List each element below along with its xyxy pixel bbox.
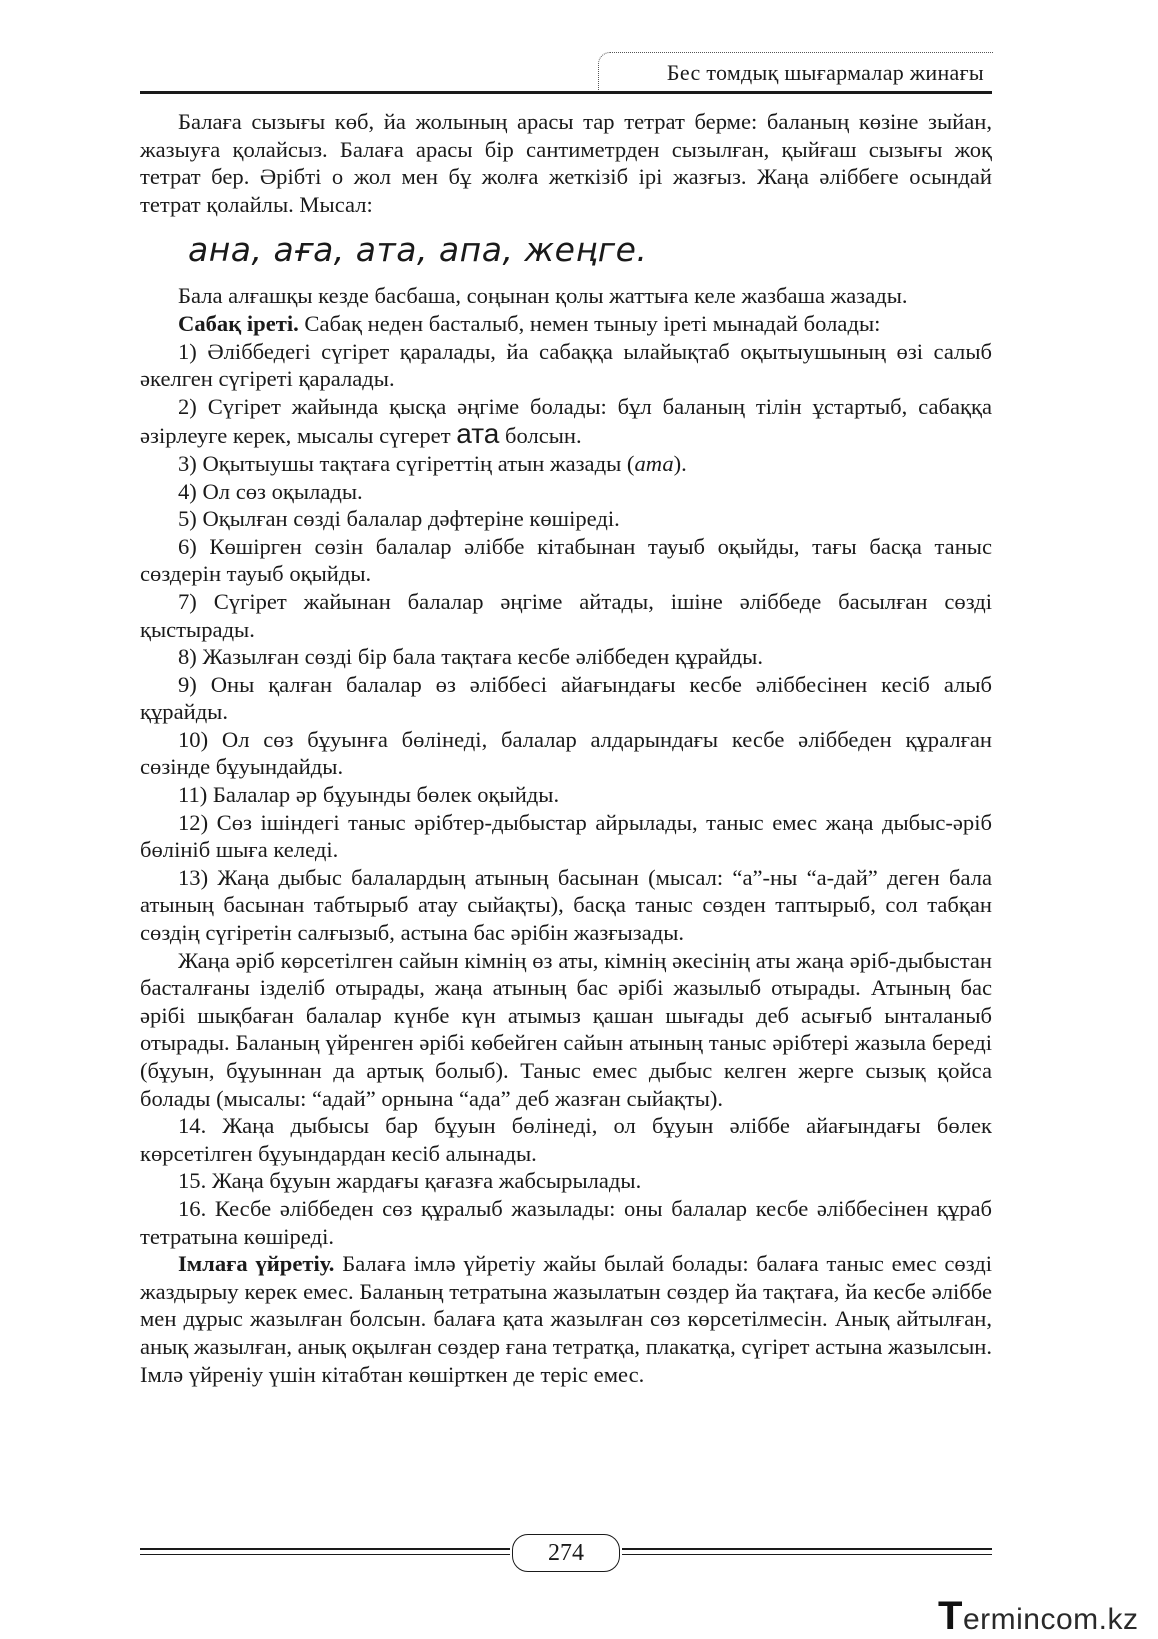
running-header: Бес томдық шығармалар жинағы xyxy=(666,60,984,85)
list-item: 16. Кесбе әліббеден сөз құралыб жазылады: оны балалар кесбе әліббесінен құраб тетратына көшіреді. xyxy=(140,1195,992,1249)
list-item: 6) Көшірген сөзін балалар әліббе кітабынан тауыб оқыйды, тағы басқа таныс сөздерін тауыб оқыйды. xyxy=(140,533,992,587)
watermark-text: ermincom.kz xyxy=(962,1603,1139,1636)
list-item: 14. Жаңа дыбысы бар бұуын бөлінеді, ол бұуын әліббе айағындағы бөлек көрсетілген бұуындардан кесіб алынады. xyxy=(140,1113,992,1166)
list-item-text: ). xyxy=(673,450,687,476)
paragraph: Бала алғашқы кезде басбаша, соңынан қолы жаттыға келе жазбаша жазады. xyxy=(178,283,908,309)
section-heading: Імлаға үйретіу. xyxy=(178,1251,335,1277)
footer-rule-right xyxy=(622,1548,992,1550)
paragraph: Балаға сызығы көб, йа жолының арасы тар тетрат берме: баланың көзіне зыйан, жазыуға қолайсыз. Балаға арасы бір сантиметрден сызылған, қыйғаш сызығы жоқ тетрат бер. Әрібті о жол мен бұ жолға жеткізіб ірі жазғыз. Жаңа әліббеге осындай тетрат қолайлы. Мысал: xyxy=(140,109,992,217)
list-item: 15. Жаңа бұуын жардағы қағазға жабсырылады. xyxy=(178,1168,642,1194)
paragraph: Жаңа әріб көрсетілген сайын кімнің өз аты, кімнің әкесінің аты жаңа әріб-дыбыстан басталғаны ізделіб отырады, жаңа атының бас әрібі жазылыб отырады. Атының бас әрібі шықбаған балалар күнбе күн атымыз қашан шығады деб асығыб ынталаныб отырады. Баланың үйренген әрібі көбейген сайын атының таныс әрібтері жазыла береді (бұуын, бұуыннан да артық болыб). Таныс емес дыбыс келген жерге сызық қойса болады (мысалы: “адай” орнына “ада” деб жазған сыйақты). xyxy=(140,947,992,1111)
watermark-initial: T xyxy=(938,1594,963,1638)
list-item: 9) Оны қалған балалар өз әліббесі айағындағы кесбе әліббесінен кесіб алыб құрайды. xyxy=(140,671,992,725)
list-item-text: болсын. xyxy=(499,423,582,449)
example-word: ата xyxy=(456,418,500,450)
footer-rule-left xyxy=(140,1548,510,1550)
header-rule xyxy=(140,91,992,94)
list-item: 10) Ол сөз бұуынға бөлінеді, балалар алдарындағы кесбе әліббеден құралған сөзінде бұуындайды. xyxy=(140,726,992,780)
page-number: 274 xyxy=(512,1534,620,1572)
footer-rule-right-thin xyxy=(622,1554,992,1555)
list-item: 1) Әліббедегі сүгірет қаралады, йа сабаққа ылайықтаб оқытыушының өзі салыб әкелген сүгіреті қаралады. xyxy=(140,338,992,392)
footer-rule-left-thin xyxy=(140,1554,510,1555)
list-item xyxy=(140,450,992,478)
paragraph-spelling xyxy=(140,1250,992,1388)
list-item xyxy=(140,393,992,450)
paragraph-text: Балаға імлә үйретіу жайы былай болады: балаға таныс емес сөзді жаздырыу керек емес. Баланың тетратына жазылатын сөздер йа тақтаға, йа кесбе әліббе мен дұрыс жазылған болсын. балаға қата жазылған сөз көрсетілмесін. Анық айтылған, анық жазылған, анық оқылған сөздер ғана тетратқа, плакатқа, сүгірет астына жазылсын. Імлә үйреніу үшін кітабтан көшірткен де теріс емес. xyxy=(140,1251,992,1387)
list-item: 5) Оқылған сөзді балалар дәфтеріне көшіреді. xyxy=(178,506,620,532)
list-item: 13) Жаңа дыбыс балалардың атының басынан (мысал: “а”-ны “а-дай” деген бала атының басынан табтырыб атау сыйақты), басқа таныс сөзден таптырыб, сол табқан сөздің сүгіретін салғызыб, астына бас әрібін жазғызады. xyxy=(140,864,992,946)
list-item: 4) Ол сөз оқылады. xyxy=(178,478,363,504)
handwriting-example: ана, аға, ата, апа, жеңге. xyxy=(188,230,648,270)
list-item: 8) Жазылған сөзді бір бала тақтаға кесбе әліббеден құрайды. xyxy=(178,644,763,670)
list-item-text: 2) Сүгірет жайында қысқа әңгіме болады: бұл баланың тілін ұстартыб, сабаққа әзірлеуге керек, мысалы сүгерет xyxy=(140,393,992,449)
example-word: ата xyxy=(634,450,674,476)
paragraph-lesson-order xyxy=(140,310,992,338)
watermark-logo xyxy=(938,1594,1138,1639)
list-item-text: 3) Оқытыушы тақтаға сүгіреттің атын жазады ( xyxy=(178,450,635,476)
list-item: 7) Сүгірет жайынан балалар әңгіме айтады, ішіне әліббеде басылған сөзді қыстырады. xyxy=(140,588,992,642)
list-item: 12) Сөз ішіндегі таныс әрібтер-дыбыстар айрылады, таныс емес жаңа дыбыс-әріб бөлініб шыға келеді. xyxy=(140,809,992,863)
paragraph-text: Сабақ неден басталыб, немен тыныу іреті мынадай болады: xyxy=(298,310,881,336)
list-item: 11) Балалар әр бұуынды бөлек оқыйды. xyxy=(178,782,560,808)
page-body xyxy=(140,108,992,1388)
page-footer xyxy=(140,1534,992,1572)
section-heading: Сабақ іреті. xyxy=(178,310,299,336)
